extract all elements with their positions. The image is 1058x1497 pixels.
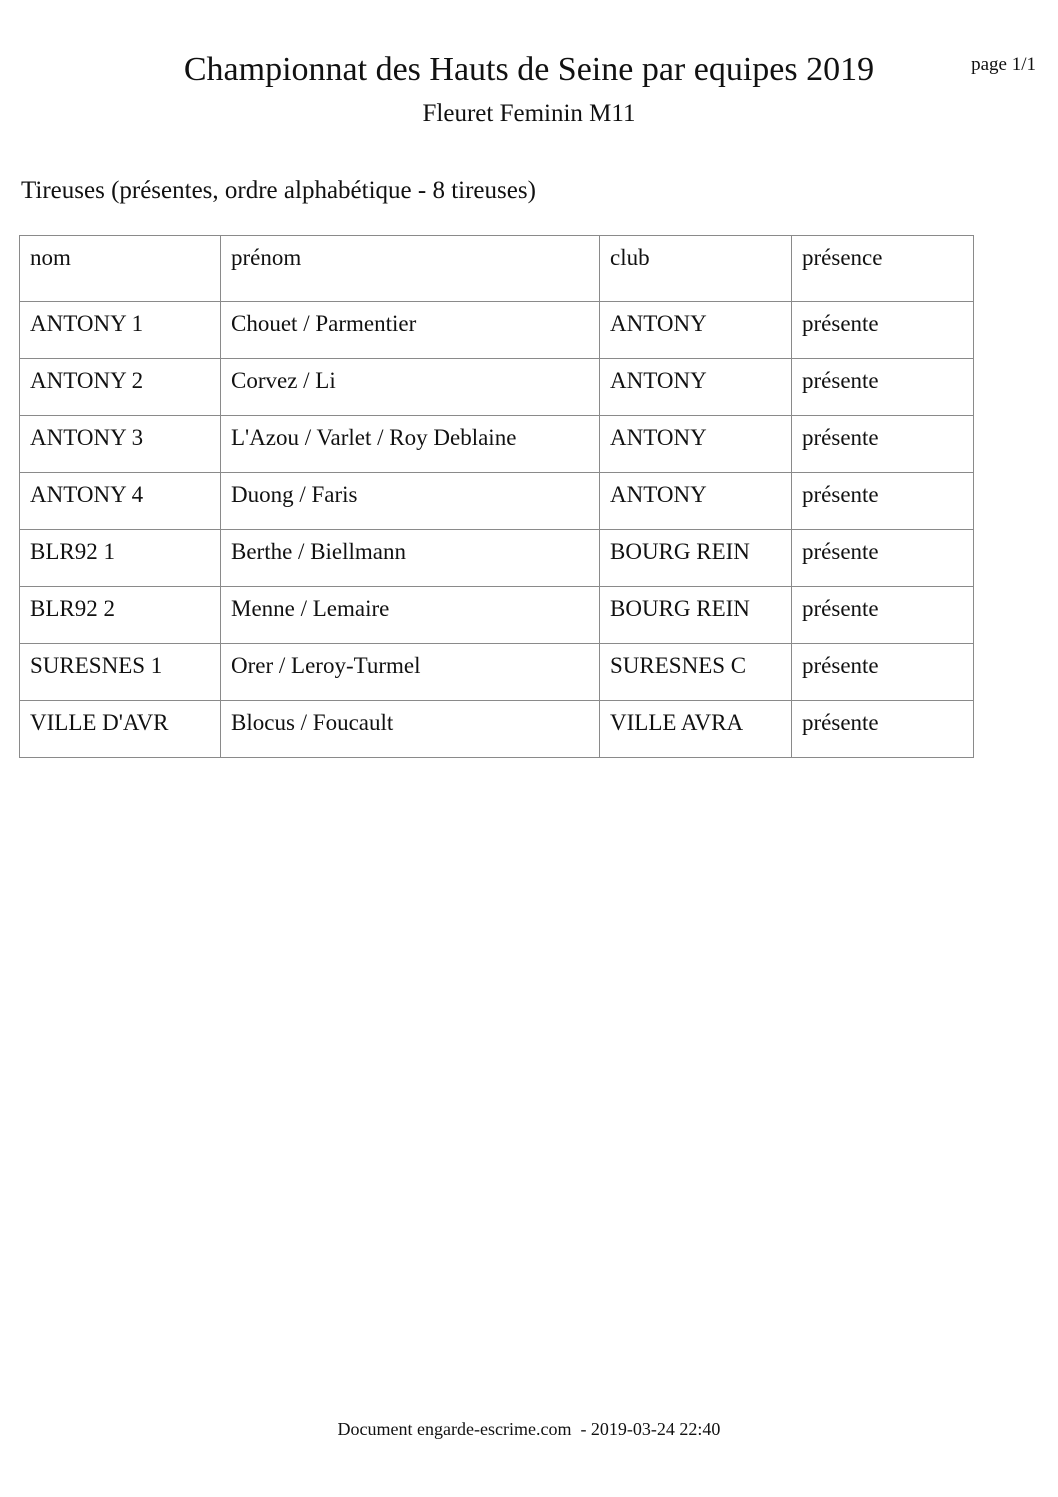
cell-presence: présente [792,473,974,530]
column-header-presence: présence [792,236,974,302]
column-header-club: club [600,236,792,302]
table-row [20,587,974,644]
cell-presence: présente [792,701,974,758]
page-number: page 1/1 [971,54,1036,75]
table-row [20,644,974,701]
cell-presence: présente [792,530,974,587]
cell-presence: présente [792,359,974,416]
cell-nom: BLR92 1 [20,530,221,587]
cell-prenom: Menne / Lemaire [221,587,600,644]
cell-prenom: Berthe / Biellmann [221,530,600,587]
section-heading: Tireuses (présentes, ordre alphabétique - 8 tireuses) [21,177,536,204]
cell-presence: présente [792,644,974,701]
cell-club: ANTONY [600,473,792,530]
cell-club: BOURG REIN [600,530,792,587]
cell-prenom: L'Azou / Varlet / Roy Deblaine [221,416,600,473]
cell-club: VILLE AVRA [600,701,792,758]
cell-prenom: Corvez / Li [221,359,600,416]
table-row [20,359,974,416]
cell-club: ANTONY [600,359,792,416]
cell-club: ANTONY [600,416,792,473]
cell-prenom: Duong / Faris [221,473,600,530]
cell-club: SURESNES C [600,644,792,701]
table-row [20,530,974,587]
cell-prenom: Blocus / Foucault [221,701,600,758]
column-header-nom: nom [20,236,221,302]
table-header-row [20,236,974,302]
cell-nom: ANTONY 4 [20,473,221,530]
cell-prenom: Chouet / Parmentier [221,302,600,359]
cell-club: ANTONY [600,302,792,359]
document-subtitle: Fleuret Feminin M11 [422,100,636,127]
cell-prenom: Orer / Leroy-Turmel [221,644,600,701]
table-row [20,302,974,359]
fencers-table [19,235,974,758]
cell-nom: ANTONY 2 [20,359,221,416]
cell-presence: présente [792,587,974,644]
cell-nom: BLR92 2 [20,587,221,644]
cell-club: BOURG REIN [600,587,792,644]
document-footer: Document engarde-escrime.com - 2019-03-24 22:40 [337,1419,721,1439]
cell-nom: SURESNES 1 [20,644,221,701]
table-row [20,701,974,758]
column-header-prenom: prénom [221,236,600,302]
table-row [20,473,974,530]
document-title: Championnat des Hauts de Seine par equipes 2019 [183,51,875,88]
table-row [20,416,974,473]
cell-nom: ANTONY 3 [20,416,221,473]
cell-presence: présente [792,302,974,359]
cell-presence: présente [792,416,974,473]
cell-nom: VILLE D'AVR [20,701,221,758]
cell-nom: ANTONY 1 [20,302,221,359]
